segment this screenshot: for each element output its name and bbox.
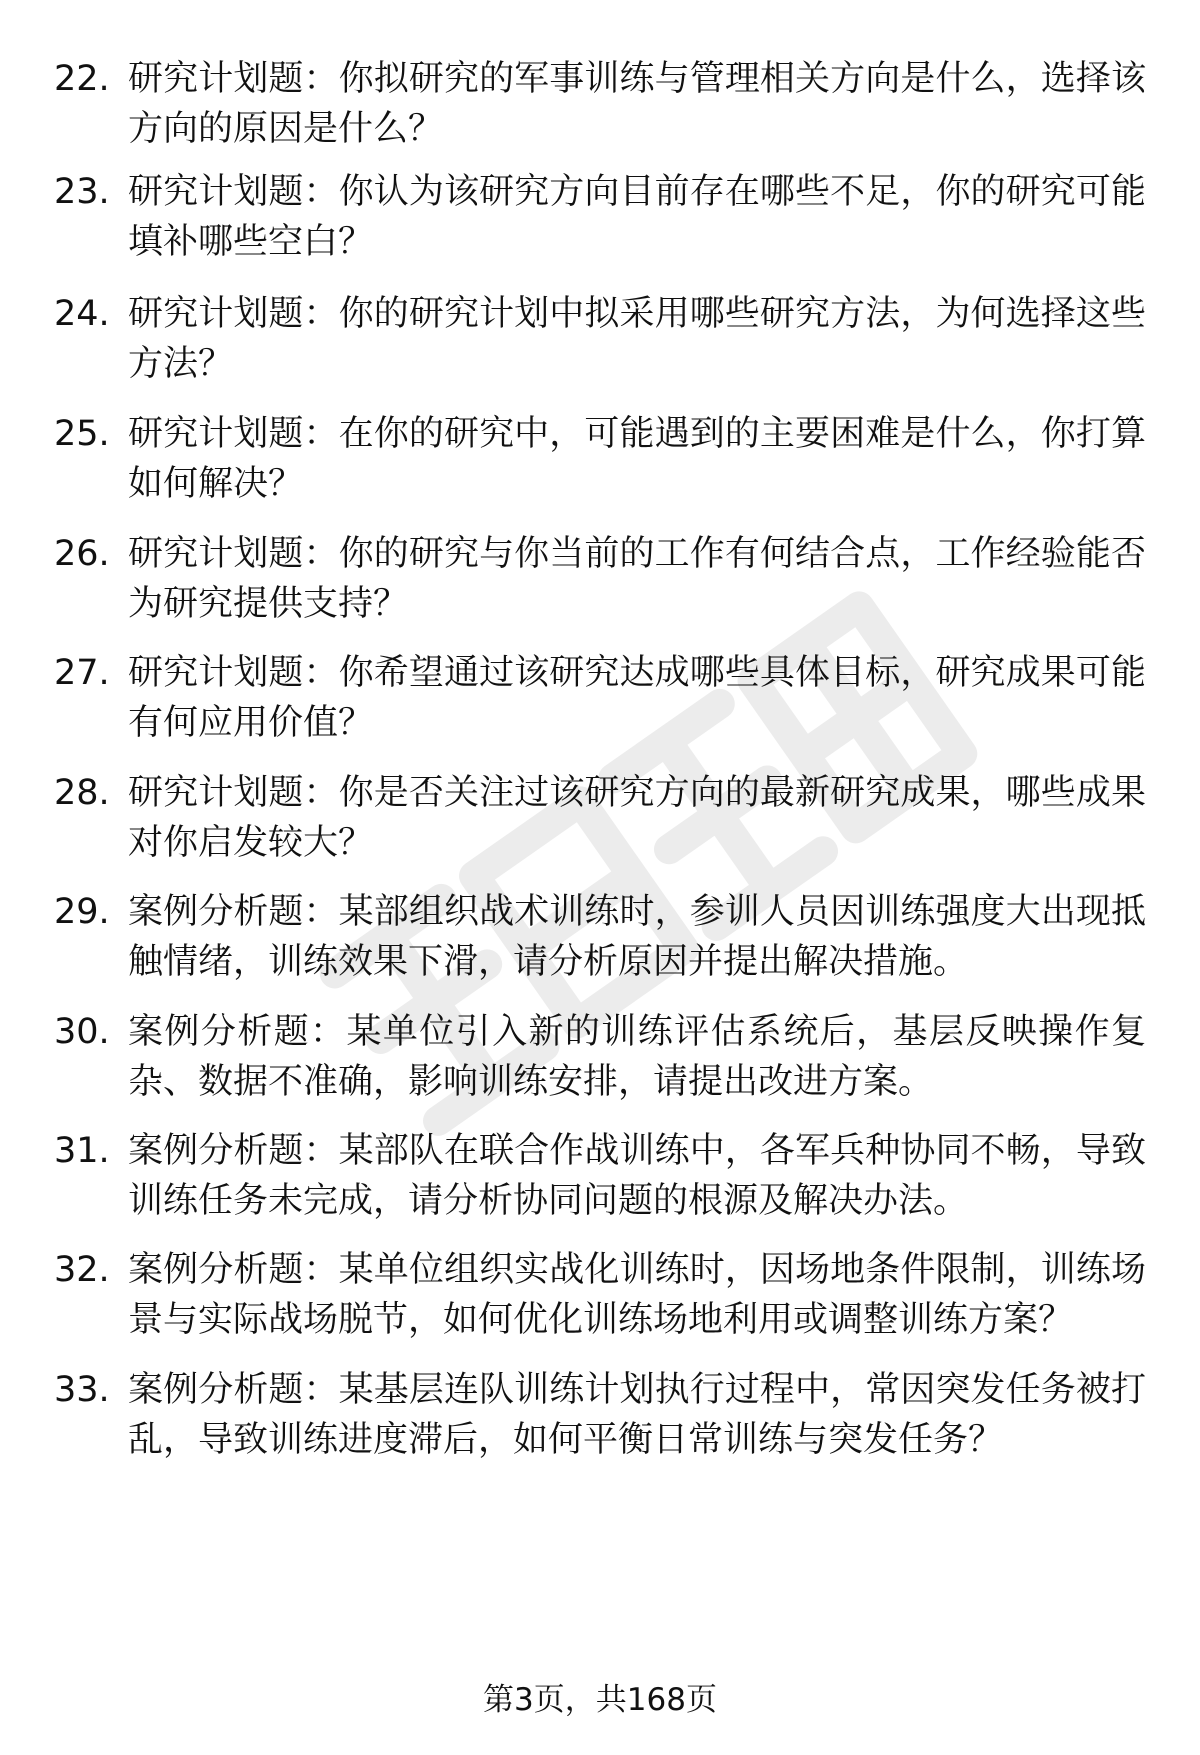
question-number: 27. — [54, 653, 110, 693]
question-number: 23. — [54, 172, 110, 212]
question-item — [0, 1245, 1200, 1355]
question-text: 研究计划题：你的研究与你当前的工作有何结合点，工作经验能否为研究提供支持？ — [128, 534, 1146, 624]
question-text: 研究计划题：你认为该研究方向目前存在哪些不足，你的研究可能填补哪些空白？ — [128, 172, 1146, 262]
question-item — [0, 1365, 1200, 1475]
question-item — [0, 54, 1200, 164]
question-number: 22. — [54, 59, 110, 99]
question-item — [0, 289, 1200, 399]
question-number: 29. — [54, 892, 110, 932]
question-text: 研究计划题：在你的研究中，可能遇到的主要困难是什么，你打算如何解决？ — [128, 414, 1146, 504]
question-text: 案例分析题：某单位引入新的训练评估系统后，基层反映操作复杂、数据不准确，影响训练安排，请提出改进方案。 — [128, 1012, 1146, 1102]
question-item — [0, 887, 1200, 997]
question-text: 案例分析题：某单位组织实战化训练时，因场地条件限制，训练场景与实际战场脱节，如何优化训练场地利用或调整训练方案？ — [128, 1250, 1146, 1340]
question-number: 26. — [54, 534, 110, 574]
question-item — [0, 167, 1200, 277]
question-number: 30. — [54, 1012, 110, 1052]
question-text: 研究计划题：你拟研究的军事训练与管理相关方向是什么，选择该方向的原因是什么？ — [128, 59, 1146, 149]
question-text: 研究计划题：你的研究计划中拟采用哪些研究方法，为何选择这些方法？ — [128, 294, 1146, 384]
question-item — [0, 409, 1200, 519]
question-text: 案例分析题：某基层连队训练计划执行过程中，常因突发任务被打乱，导致训练进度滞后，如何平衡日常训练与突发任务？ — [128, 1370, 1146, 1460]
question-text: 案例分析题：某部组织战术训练时，参训人员因训练强度大出现抵触情绪，训练效果下滑，请分析原因并提出解决措施。 — [128, 892, 1146, 982]
question-item — [0, 768, 1200, 878]
question-item — [0, 648, 1200, 758]
question-number: 24. — [54, 294, 110, 334]
question-item — [0, 1126, 1200, 1236]
question-number: 28. — [54, 773, 110, 813]
question-number: 25. — [54, 414, 110, 454]
page-footer: 第3页，共168页 — [483, 1682, 717, 1718]
question-number: 32. — [54, 1250, 110, 1290]
question-text: 研究计划题：你希望通过该研究达成哪些具体目标，研究成果可能有何应用价值？ — [128, 653, 1146, 743]
question-number: 33. — [54, 1370, 110, 1410]
question-item — [0, 1007, 1200, 1117]
question-text: 研究计划题：你是否关注过该研究方向的最新研究成果，哪些成果对你启发较大？ — [128, 773, 1146, 863]
question-text: 案例分析题：某部队在联合作战训练中，各军兵种协同不畅，导致训练任务未完成，请分析协同问题的根源及解决办法。 — [128, 1131, 1146, 1221]
question-number: 31. — [54, 1131, 110, 1171]
question-item — [0, 529, 1200, 639]
